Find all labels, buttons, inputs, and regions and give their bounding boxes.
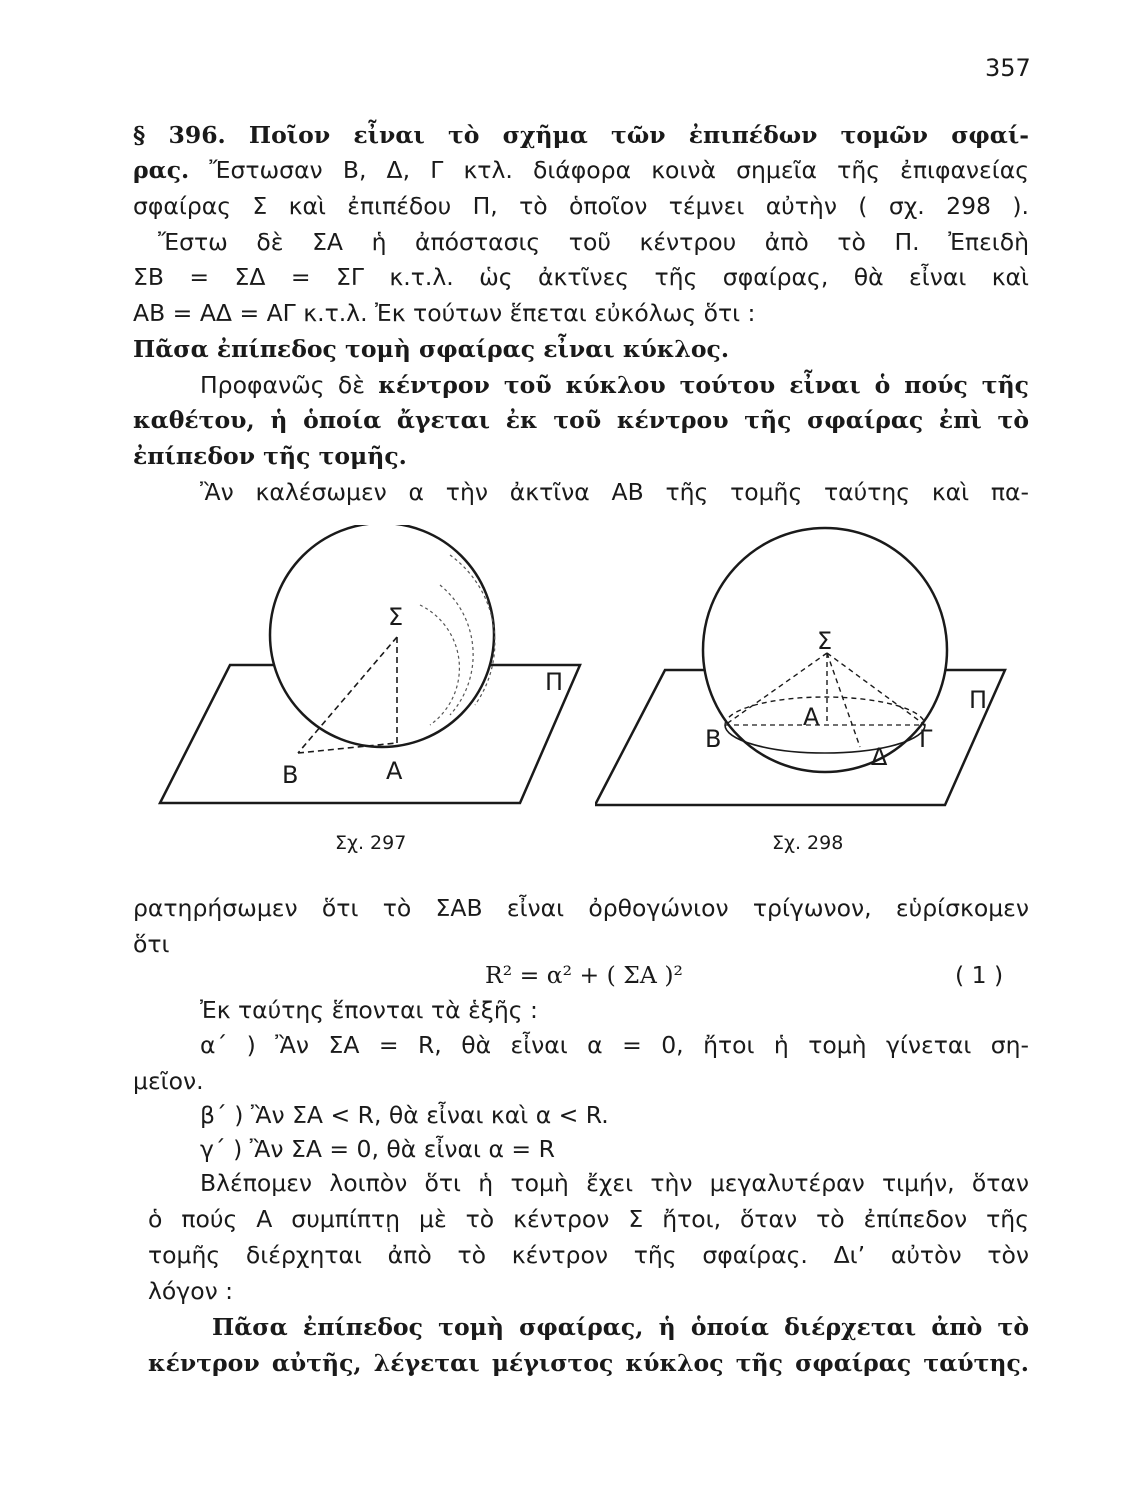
text-line-7-start: Προφανῶς δὲ [200,371,379,399]
equation: R² = α² + ( ΣΑ )² [485,961,683,989]
section-heading-line [133,120,1029,150]
equation-number: ( 1 ) [955,961,1004,989]
caption-fig-298: Σχ. 298 [772,832,844,854]
label-delta: Δ [871,743,888,771]
label-b: Β [705,725,722,753]
theorem-great-circle-line-2: κέντρον αὐτῆς, λέγεται μέγιστος κύκλος τῆς σφαίρας ταύτης. [148,1349,1029,1377]
conclusion-line-3: τομῆς διέρχηται ἀπὸ τὸ κέντρον τῆς σφαίρας. Δι’ αὐτὸν τὸν [148,1241,1029,1269]
label-pi: Π [969,686,988,714]
theorem-plane-section-circle: Πᾶσα ἐπίπεδος τομὴ σφαίρας εἶναι κύκλος. [133,335,730,363]
label-a: Α [803,703,820,731]
caption-fig-297: Σχ. 297 [335,832,407,854]
label-a: Α [386,757,403,785]
case-b: β΄ ) Ἂν ΣΑ < R, θὰ εἶναι καὶ α < R. [200,1101,609,1129]
conclusion-line-4: λόγον : [148,1277,234,1305]
after-line-1: ρατηρήσωμεν ὅτι τὸ ΣΑΒ εἶναι ὀρθογώνιον τρίγωνον, εὑρίσκομεν [133,894,1029,922]
case-a: α΄ ) Ἂν ΣΑ = R, θὰ εἶναι α = 0, ἤτοι ἡ τομὴ γίνεται ση- [200,1031,1029,1059]
theorem-great-circle-line-1: Πᾶσα ἐπίπεδος τομὴ σφαίρας, ἡ ὁποία διέρχεται ἀπὸ τὸ [212,1313,1029,1341]
text-line-7-bold: κέντρον τοῦ κύκλου τούτου εἶναι ὁ πούς τῆς [378,371,1029,399]
section-heading-end: ρας. [133,156,190,184]
text-line-9: ἐπίπεδον τῆς τομῆς. [133,442,407,470]
text-line-10: Ἂν καλέσωμεν α τὴν ἀκτῖνα ΑΒ τῆς τομῆς ταύτης καὶ πα- [200,478,1029,506]
label-gamma: Γ [919,725,933,753]
text-line-2: σφαίρας Σ καὶ ἐπιπέδου Π, τὸ ὁποῖον τέμνει αὐτὴν ( σχ. 298 ). [133,192,1029,220]
conclusion-line-1: Βλέπομεν λοιπὸν ὅτι ἡ τομὴ ἔχει τὴν μεγαλυτέραν τιμήν, ὅταν [200,1169,1029,1197]
text-line-8: καθέτου, ἡ ὁποία ἄγεται ἐκ τοῦ κέντρου τῆς σφαίρας ἐπὶ τὸ [133,406,1029,434]
text-line-1 [133,155,1029,185]
page-number: 357 [985,54,1031,82]
section-heading: § 396. Ποῖον εἶναι τὸ σχῆμα τῶν ἐπιπέδων τομῶν σφαί- [133,121,1029,149]
text-line-5: ΑΒ = ΑΔ = ΑΓ κ.τ.λ. Ἐκ τούτων ἕπεται εὐκόλως ὅτι : [133,299,756,327]
text-line-1-rest: Ἔστωσαν Β, Δ, Γ κτλ. διάφορα κοινὰ σημεῖα τῆς ἐπιφανείας [189,156,1029,184]
text-line-4: ΣΒ = ΣΔ = ΣΓ κ.τ.λ. ὡς ἀκτῖνες τῆς σφαίρας, θὰ εἶναι καὶ [133,263,1029,291]
text-line-7 [200,370,1029,400]
sphere [270,525,494,747]
figure-298 [595,525,1015,825]
case-a-end: μεῖον. [133,1067,204,1095]
label-pi: Π [545,668,564,696]
text-line-3: Ἔστω δὲ ΣΑ ἡ ἀπόστασις τοῦ κέντρου ἀπὸ τὸ Π. Ἐπειδὴ [158,228,1029,256]
conclusion-line-2: ὁ πούς Α συμπίπτῃ μὲ τὸ κέντρον Σ ἤτοι, ὅταν τὸ ἐπίπεδον τῆς [148,1205,1029,1233]
after-line-2: ὅτι [133,930,170,958]
label-sigma: Σ [388,603,404,631]
figure-297 [150,525,610,825]
after-line-3: Ἐκ ταύτης ἕπονται τὰ ἑξῆς : [200,996,538,1024]
case-c: γ΄ ) Ἂν ΣΑ = 0, θὰ εἶναι α = R [200,1135,555,1163]
label-b: Β [282,761,299,789]
label-sigma: Σ [817,627,833,655]
